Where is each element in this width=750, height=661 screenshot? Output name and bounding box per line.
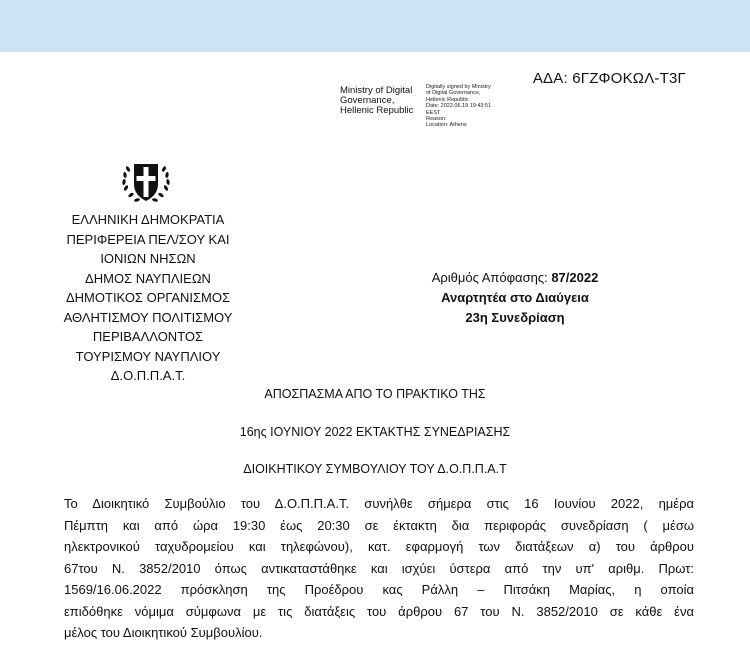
issuer-line: ΔΗΜΟΣ ΝΑΥΠΛΙΕΩΝ bbox=[85, 270, 211, 286]
body-line: ηλεκτρονικού ταχυδρομείου και τηλεφώνου), κατ. εφαρμογή των διατάξεων α) του άρθρου bbox=[64, 539, 694, 554]
board-title: ΔΙΟΙΚΗΤΙΚΟΥ ΣΥΜΒΟΥΛΙΟΥ ΤΟΥ Δ.Ο.Π.Π.Α.Τ bbox=[243, 462, 507, 476]
signature-line: EEST bbox=[426, 109, 441, 116]
digital-signer bbox=[340, 86, 413, 116]
body-line: μέλος του Διοικητικού Συμβουλίου. bbox=[64, 625, 263, 640]
document-page bbox=[0, 52, 750, 661]
greek-coat-of-arms-icon bbox=[119, 158, 173, 206]
issuer-line: Δ.Ο.Π.Π.Α.Τ. bbox=[110, 368, 186, 383]
issuer-header bbox=[40, 210, 256, 386]
decision-number-line bbox=[400, 268, 630, 288]
body-paragraph bbox=[64, 493, 694, 644]
viewer-top-bar bbox=[0, 0, 750, 52]
posting-note: Αναρτητέα στο Διαύγεια bbox=[441, 290, 589, 305]
signature-line: Location: Athens bbox=[426, 122, 467, 129]
decision-label: Αριθμός Απόφασης: bbox=[431, 270, 552, 285]
signature-line: of Digital Governance, bbox=[426, 90, 481, 97]
session-date: 16ης ΙΟΥΝΙΟΥ 2022 ΕΚΤΑΚΤΗΣ ΣΥΝΕΔΡΙΑΣΗΣ bbox=[239, 425, 511, 439]
ada-code: ΑΔΑ: 6ΓΖΦΟΚΩΛ-Τ3Γ bbox=[532, 70, 686, 87]
decision-block bbox=[400, 268, 630, 328]
body-line: Το Διοικητικό Συμβούλιο του Δ.Ο.Π.Π.Α.Τ. συνήλθε σήμερα στις 16 Ιουνίου 2022, ημέρα bbox=[64, 496, 694, 511]
extract-title: ΑΠΟΣΠΑΣΜΑ ΑΠΟ ΤΟ ΠΡΑΚΤΙΚΟ ΤΗΣ bbox=[264, 387, 486, 401]
issuer-line: ΤΟΥΡΙΣΜΟΥ ΝΑΥΠΛΙΟΥ bbox=[75, 348, 221, 364]
issuer-line: ΠΕΡΙΦΕΡΕΙΑ ΠΕΛ/ΣΟΥ ΚΑΙ bbox=[66, 231, 230, 247]
signer-line: Hellenic Republic bbox=[340, 105, 414, 116]
signature-line: Date: 2022.06.19 19:43:51 bbox=[426, 103, 492, 110]
body-line: 67του Ν. 3852/2010 όπως αντικαταστάθηκε και ισχύει ύστερα από την υπ' αριθμ. Πρωτ: bbox=[64, 560, 694, 576]
signer-line: Governance, bbox=[340, 95, 395, 106]
signature-line: Hellenic Republic bbox=[426, 96, 469, 103]
issuer-line: ΠΕΡΙΒΑΛΛΟΝΤΟΣ bbox=[92, 329, 204, 344]
session-number: 23η Συνεδρίαση bbox=[465, 310, 565, 325]
signature-details bbox=[426, 84, 491, 129]
body-line: 1569/16.06.2022 πρόσκληση της Προέδρου κας Ράλλη – Πιτσάκη Μαρίας, η οποία bbox=[64, 582, 694, 597]
decision-number: 87/2022 bbox=[551, 270, 599, 285]
signer-line: Ministry of Digital bbox=[340, 85, 413, 96]
issuer-line: ΕΛΛΗΝΙΚΗ ΔΗΜΟΚΡΑΤΙΑ bbox=[71, 212, 225, 227]
signature-line: Reason: bbox=[426, 116, 447, 123]
issuer-line: ΙΟΝΙΩΝ ΝΗΣΩΝ bbox=[100, 251, 196, 266]
issuer-line: ΑΘΛΗΤΙΣΜΟΥ ΠΟΛΙΤΙΣΜΟΥ bbox=[63, 309, 233, 325]
body-line: επιδόθηκε νόμιμα σύμφωνα με τις διατάξεις του άρθρου 67 του Ν. 3852/2010 σε κάθε ένα bbox=[64, 603, 694, 619]
signature-line: Digitally signed by Ministry bbox=[426, 84, 491, 90]
body-line: Πέμπτη και από ώρα 19:30 έως 20:30 σε έκτακτη δια περιφοράς συνεδρίαση ( μέσω bbox=[64, 517, 694, 533]
issuer-line: ΔΗΜΟΤΙΚΟΣ ΟΡΓΑΝΙΣΜΟΣ bbox=[65, 290, 231, 305]
